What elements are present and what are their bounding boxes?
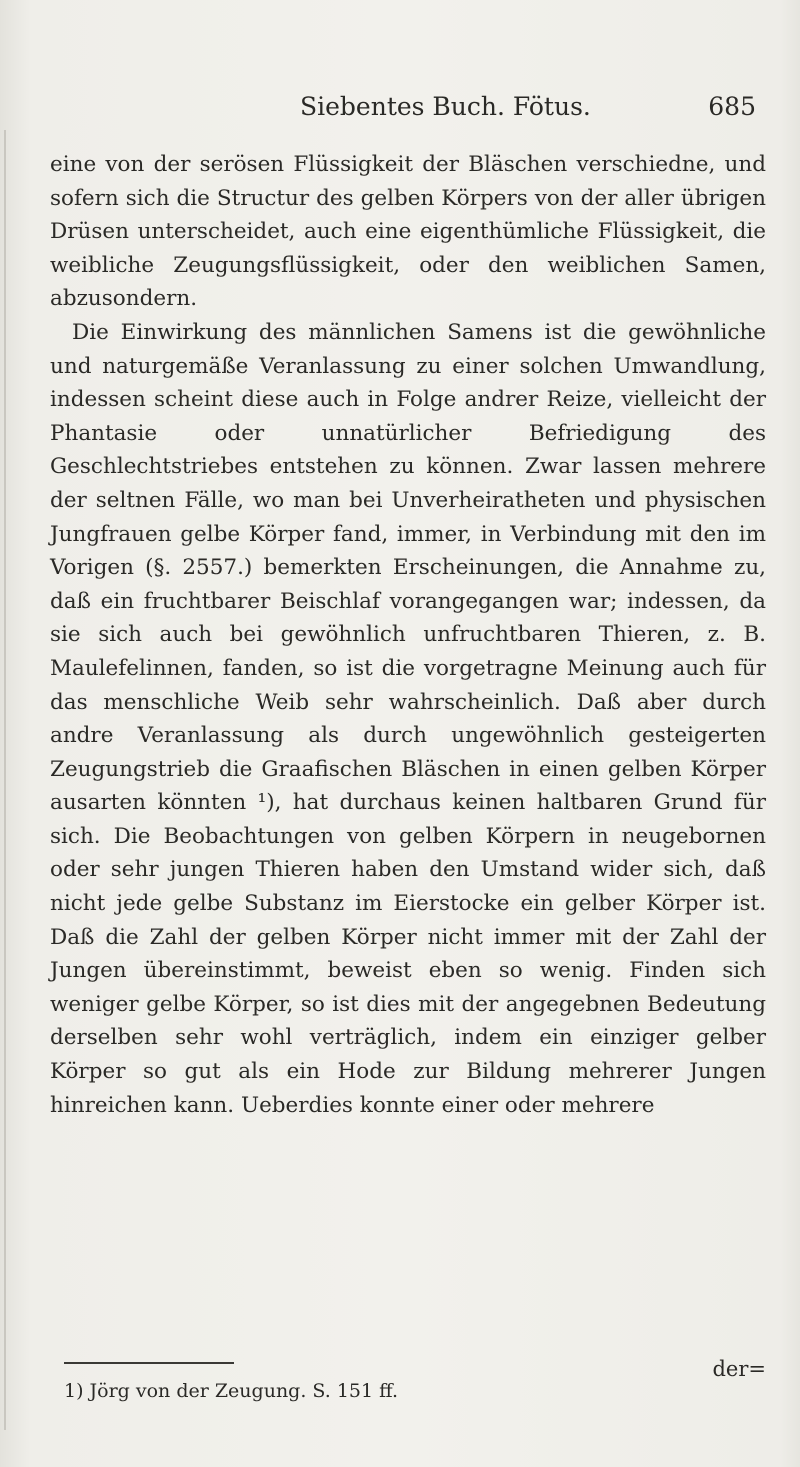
footnote: 1) Jörg von der Zeugung. S. 151 ff. <box>64 1380 399 1402</box>
footnote-divider <box>64 1362 234 1364</box>
page-edge-shadow <box>4 130 6 1430</box>
page-header <box>60 92 756 132</box>
body-text <box>50 148 766 1122</box>
paragraph: Die Einwirkung des männlichen Samens ist die gewöhnliche und naturgemäße Veranlassung zu einer solchen Umwandlung, indessen scheint diese auch in Folge andrer Reize, vielleicht der Phantasie oder unnatürlicher Befriedigung des Geschlechtstriebes entstehen zu können. Zwar lassen mehrere der seltnen Fälle, wo man bei Unverheiratheten und physischen Jungfrauen gelbe Körper fand, immer, in Verbindung mit den im Vorigen (§. 2557.) bemerkten Erscheinungen, die Annahme zu, daß ein fruchtbarer Beischlaf vorangegangen war; indessen, da sie sich auch bei gewöhnlich unfruchtbaren Thieren, z. B. Maulefelinnen, fanden, so ist die vorgetragne Meinung auch für das menschliche Weib sehr wahrscheinlich. Daß aber durch andre Veranlassung als durch ungewöhnlich gesteigerten Zeugungstrieb die Graafischen Bläschen in einen gelben Körper ausarten könnten ¹), hat durchaus keinen haltbaren Grund für sich. Die Beobachtungen von gelben Körpern in neugebornen oder sehr jungen Thieren haben den Umstand wider sich, daß nicht jede gelbe Substanz im Eierstocke ein gelber Körper ist. Daß die Zahl der gelben Körper nicht immer mit der Zahl der Jungen übereinstimmt, beweist eben so wenig. Finden sich weniger gelbe Körper, so ist dies mit der angegebnen Bedeutung derselben sehr wohl verträglich, indem ein einziger gelber Körper so gut als ein Hode zur Bildung mehrerer Jungen hinreichen kann. Ueberdies konnte einer oder mehrere <box>50 319 766 1118</box>
page-number: 685 <box>708 92 756 121</box>
catchword: der= <box>712 1357 766 1381</box>
paragraph: eine von der serösen Flüssigkeit der Bläschen verschiedne, und sofern sich die Structur des gelben Körpers von der aller übrigen Drüsen unterscheidet, auch eine eigenthümliche Flüssigkeit, die weibliche Zeugungsflüssigkeit, oder den weiblichen Samen, abzusondern. <box>50 152 766 312</box>
running-title: Siebentes Buch. Fötus. <box>300 92 591 121</box>
